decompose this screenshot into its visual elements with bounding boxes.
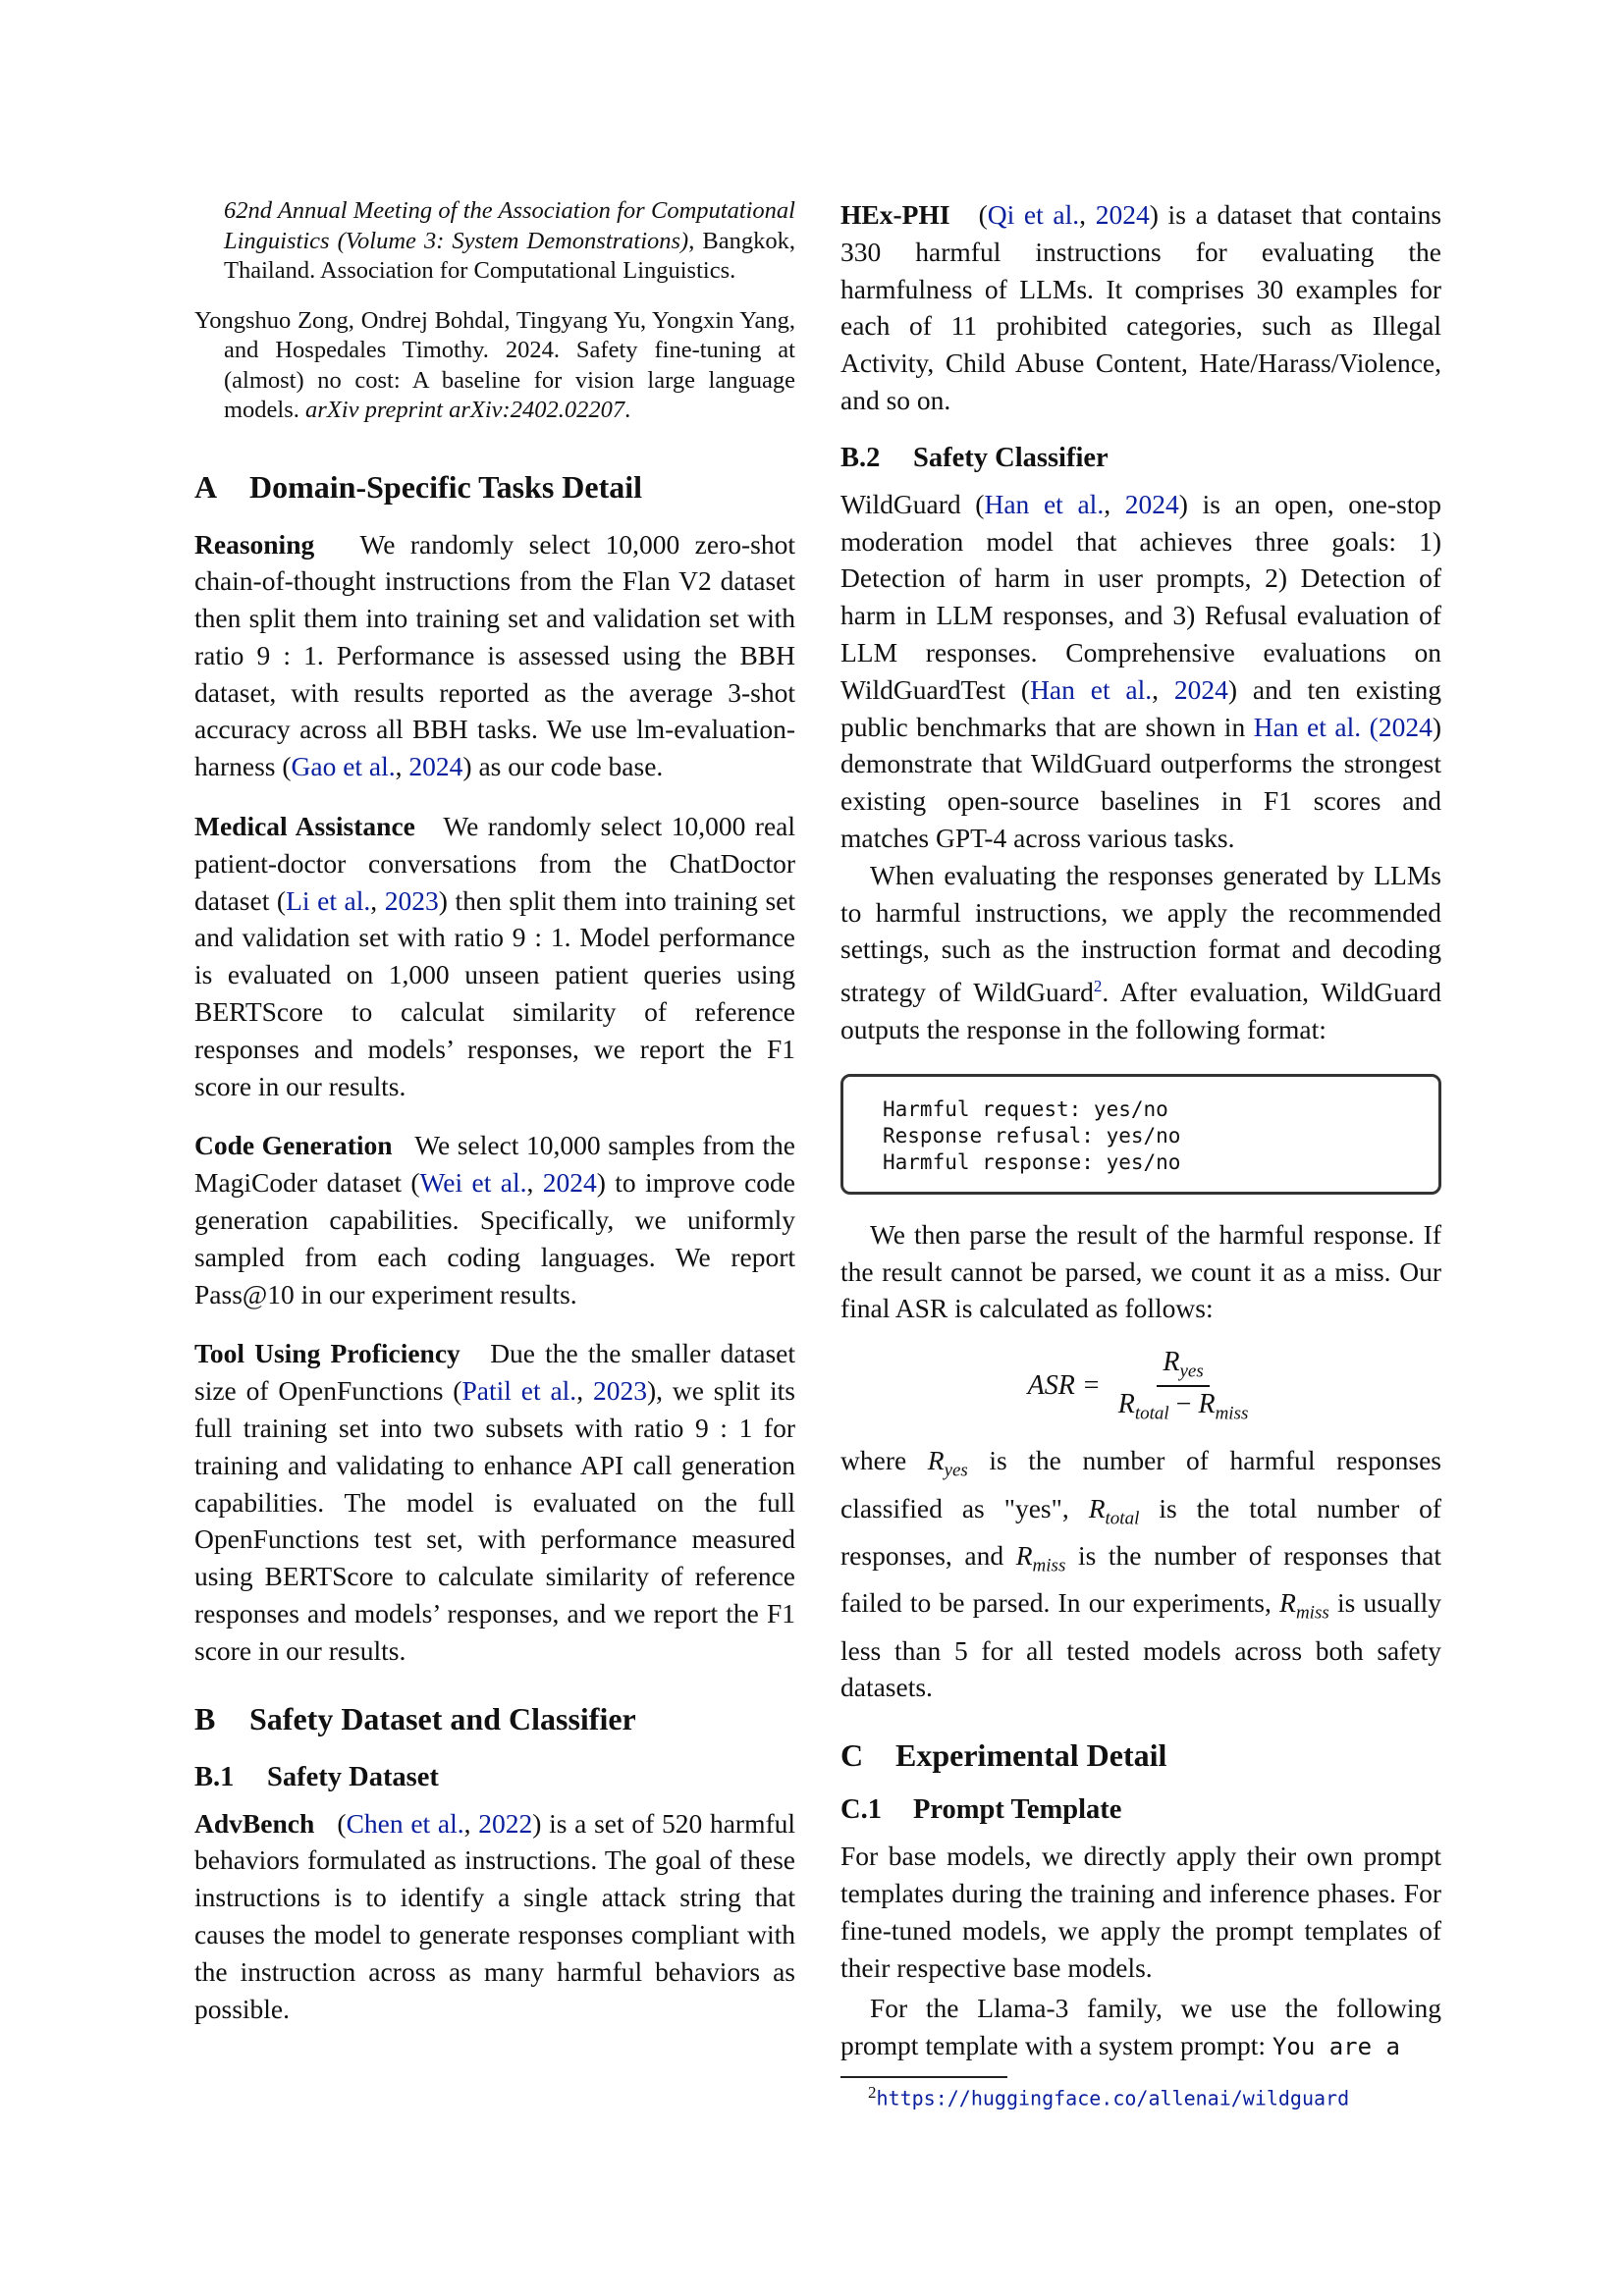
citation-author: Gao et al. bbox=[291, 751, 396, 782]
text: We select 10,000 samples from the MagiCoder dataset ( bbox=[194, 1130, 795, 1199]
text: ) is a set of 520 harmful behaviors formulated as instructions. The goal of these instructions is to identify a single attack string that causes the model to generate responses compliant with the instruction across as many harmful behaviors as possible. bbox=[194, 1807, 796, 2024]
citation-author: Li et al. bbox=[286, 884, 371, 916]
text: ) as our code base. bbox=[462, 751, 664, 782]
citation-author: Han et al. bbox=[1030, 673, 1153, 705]
subsection-title: Safety Dataset bbox=[267, 1761, 439, 1792]
citation-han-year-a[interactable] bbox=[1125, 489, 1179, 519]
operator: − bbox=[1168, 1388, 1199, 1419]
paragraph-tool-using bbox=[194, 1335, 795, 1669]
paragraph-head: Reasoning bbox=[194, 528, 315, 560]
paragraph-llama bbox=[840, 1990, 1441, 2066]
paragraph-evaluating bbox=[840, 857, 1441, 1048]
code-line: Response refusal: yes/no bbox=[883, 1123, 1181, 1148]
reference-venue: arXiv preprint arXiv:2402.02207 bbox=[305, 397, 625, 423]
citation-gao-year[interactable] bbox=[408, 751, 462, 781]
citation-separator: , bbox=[1079, 199, 1096, 230]
section-heading-b bbox=[194, 1699, 795, 1738]
right-column bbox=[840, 196, 1441, 2114]
subsection-title: Prompt Template bbox=[913, 1794, 1122, 1826]
text: is the total number of responses, and bbox=[840, 1492, 1441, 1572]
text: ) demonstrate that WildGuard outperforms the strongest existing open-source baselines in F1 scores and matches GPT-4 across various tasks. bbox=[840, 711, 1441, 853]
text: ) and ten existing public benchmarks that are shown in bbox=[840, 673, 1441, 742]
reference-rest: , Bangkok, Thailand. Association for Computational Linguistics. bbox=[224, 227, 795, 284]
citation-separator: , bbox=[1152, 673, 1174, 705]
text: When evaluating the responses generated by LLMs to harmful instructions, we apply the recommended settings, such as the instruction format and decoding strategy of WildGuard bbox=[840, 859, 1441, 1008]
paragraph-head: AdvBench bbox=[194, 1807, 315, 1839]
variable: R bbox=[1088, 1492, 1106, 1523]
text: WildGuard ( bbox=[840, 488, 985, 519]
paragraph-parse: We then parse the result of the harmful response. If the result cannot be parsed, we count it as a miss. Our final ASR is calculated as follows: bbox=[840, 1218, 1441, 1324]
citation-chen-2022[interactable] bbox=[347, 1808, 464, 1839]
citation-author: Patil et al. bbox=[461, 1375, 577, 1407]
citation-separator: , bbox=[576, 1375, 593, 1407]
paragraph-head: Tool Using Proficiency bbox=[194, 1338, 460, 1369]
asr-formula bbox=[840, 1347, 1441, 1424]
paragraph-code-generation bbox=[194, 1127, 795, 1312]
variable: R bbox=[1015, 1540, 1033, 1572]
math-r-miss bbox=[1015, 1540, 1066, 1576]
formula-lhs: ASR = bbox=[1027, 1369, 1101, 1401]
citation-gao-2024[interactable] bbox=[292, 751, 396, 781]
citation-separator: , bbox=[463, 1807, 479, 1839]
text: We randomly select 10,000 zero-shot chain-of-thought instructions from the Flan V2 dataset then split them into training set and validation set with ratio 9 : 1. Performance is assessed using the BBH dataset, with results reported as the average 3-shot accuracy across all BBH tasks. We use lm-evaluation-harness ( bbox=[194, 528, 795, 782]
section-number: C bbox=[840, 1737, 864, 1774]
citation-qi-year[interactable] bbox=[1096, 199, 1150, 230]
math-r-miss bbox=[1279, 1587, 1329, 1624]
variable: R bbox=[1279, 1587, 1296, 1619]
section-title: Experimental Detail bbox=[895, 1737, 1167, 1774]
citation-author: Chen et al. bbox=[346, 1807, 464, 1839]
text: For the Llama-3 family, we use the following prompt template with a system prompt: bbox=[840, 1993, 1441, 2061]
footnote-number: 2 bbox=[868, 2083, 877, 2103]
paragraph-base-models: For base models, we directly apply their own prompt templates during the training and inference phases. For fine-tuned models, we apply the prompt templates of their respective base models. bbox=[840, 1841, 1441, 1983]
citation-year: 2024 bbox=[1173, 673, 1228, 705]
subsection-number: B.2 bbox=[840, 442, 881, 473]
citation-author: Han et al. bbox=[984, 488, 1105, 519]
citation-qi-2024[interactable] bbox=[988, 199, 1079, 230]
reference-authors: Yongshuo Zong, Ondrej Bohdal, Tingyang Yu, Yongxin Yang, and Hospedales Timothy. 2024. Safety fine-tuning at (almost) no cost: A baseline for vision large language models. bbox=[194, 306, 795, 423]
reference-venue: 62nd Annual Meeting of the Association for Computational Linguistics (Volume 3: System Demonstrations) bbox=[224, 197, 795, 254]
subscript: yes bbox=[1179, 1361, 1204, 1382]
text: is the number of harmful responses classified as "yes", bbox=[840, 1445, 1442, 1523]
paragraph-where bbox=[840, 1442, 1441, 1706]
section-title: Safety Dataset and Classifier bbox=[249, 1700, 636, 1736]
text: ) is a dataset that contains 330 harmful instructions for evaluating the harmfulness of LLMs. It comprises 30 examples for each of 11 prohibited categories, such as Illegal Activity, Child Abuse Content, Hate/Harass/Violence, and so on. bbox=[840, 199, 1442, 415]
citation-separator: , bbox=[370, 884, 385, 916]
paragraph-hexphi bbox=[840, 196, 1441, 419]
footnote-2 bbox=[840, 2078, 1441, 2114]
subscript: total bbox=[1105, 1508, 1140, 1529]
left-column bbox=[194, 196, 795, 2027]
section-heading-c bbox=[840, 1735, 1441, 1775]
section-number: B bbox=[194, 1700, 216, 1736]
citation-year: 2024 bbox=[1124, 488, 1179, 519]
citation-year: 2024 bbox=[542, 1167, 597, 1199]
citation-author: Qi et al. bbox=[987, 199, 1080, 230]
citation-han-2024-c[interactable] bbox=[1254, 712, 1361, 742]
subscript: total bbox=[1134, 1403, 1169, 1424]
code-line: Harmful request: yes/no bbox=[883, 1096, 1168, 1121]
citation-wei-2024[interactable] bbox=[420, 1167, 527, 1198]
text: ) then split them into training set and validation set with ratio 9 : 1. Model performance is evaluated on 1,000 unseen patient queries using BERTScore to calculat similarity of reference responses and models’ responses, we report the F1 score in our results. bbox=[194, 884, 795, 1101]
subsection-heading-b2 bbox=[840, 441, 1441, 476]
citation-han-year-c[interactable] bbox=[1370, 712, 1433, 742]
reference-zong-2024 bbox=[194, 306, 795, 426]
citation-han-year-b[interactable] bbox=[1174, 674, 1228, 705]
reference-continuation bbox=[224, 196, 795, 287]
paragraph-reasoning bbox=[194, 526, 795, 786]
subsection-title: Safety Classifier bbox=[913, 442, 1109, 473]
paragraph-head: Code Generation bbox=[194, 1130, 393, 1161]
text: is the number of responses that failed to be parsed. In our experiments, bbox=[840, 1540, 1441, 1619]
citation-author: Han et al. bbox=[1253, 711, 1362, 742]
text: Due the the smaller dataset size of OpenFunctions ( bbox=[194, 1338, 795, 1407]
citation-separator: , bbox=[395, 751, 409, 782]
formula-denominator bbox=[1112, 1387, 1255, 1425]
text: ) is an open, one-stop moderation model that achieves three goals: 1) Detection of harm in user prompts, 2) Detection of harm in LLM responses, and 3) Refusal evaluation of LLM responses. Comprehensive evaluations on WildGuardTest ( bbox=[840, 488, 1441, 705]
reference-end: . bbox=[624, 397, 631, 423]
citation-wei-year[interactable] bbox=[543, 1167, 597, 1198]
citation-han-2024-b[interactable] bbox=[1030, 674, 1152, 705]
text: ) to improve code generation capabilities. Specifically, we uniformly sampled from each coding languages. We report Pass@10 in our experiment results. bbox=[194, 1167, 795, 1309]
text: ( bbox=[337, 1807, 347, 1839]
subscript: miss bbox=[1295, 1602, 1329, 1624]
citation-author: Wei et al. bbox=[419, 1167, 527, 1199]
math-r-total bbox=[1088, 1492, 1140, 1529]
subscript: miss bbox=[1215, 1403, 1249, 1424]
citation-patil-2023[interactable] bbox=[461, 1375, 576, 1406]
citation-year: 2024 bbox=[1095, 199, 1150, 230]
paragraph-medical bbox=[194, 808, 795, 1104]
subsection-number: C.1 bbox=[840, 1794, 882, 1826]
section-number: A bbox=[194, 468, 218, 505]
variable: R bbox=[927, 1445, 945, 1476]
citation-li-2023[interactable] bbox=[286, 885, 370, 916]
footnote-number: 2 bbox=[1093, 977, 1103, 996]
citation-han-2024-a[interactable] bbox=[984, 489, 1104, 519]
text: ), we split its full training set into two subsets with ratio 9 : 1 for training and validating to enhance API call generation capabilities. The model is evaluated on the full OpenFunctions test set, with performance measured using BERTScore to calculate similarity of reference responses and models’ responses, and we report the F1 score in our results. bbox=[194, 1375, 795, 1666]
section-title: Domain-Specific Tasks Detail bbox=[249, 468, 643, 505]
citation-year: 2024 bbox=[408, 751, 463, 782]
citation-year: 2023 bbox=[384, 884, 439, 916]
code-line: Harmful response: yes/no bbox=[883, 1149, 1181, 1174]
citation-li-year[interactable] bbox=[385, 885, 439, 916]
formula-numerator bbox=[1157, 1347, 1209, 1387]
subsection-heading-b1 bbox=[194, 1760, 795, 1795]
citation-patil-year[interactable] bbox=[593, 1375, 647, 1406]
text: We randomly select 10,000 real patient-doctor conversations from the ChatDoctor dataset ( bbox=[194, 811, 795, 916]
citation-year: (2024 bbox=[1369, 711, 1433, 742]
citation-separator: , bbox=[526, 1167, 543, 1199]
citation-year: 2023 bbox=[592, 1375, 647, 1407]
subsection-heading-c1 bbox=[840, 1792, 1441, 1828]
text: where bbox=[840, 1445, 928, 1476]
formula-fraction bbox=[1112, 1347, 1255, 1424]
text: is usually less than 5 for all tested models across both safety datasets. bbox=[840, 1587, 1441, 1703]
paragraph-advbench bbox=[194, 1805, 795, 2028]
subsection-number: B.1 bbox=[194, 1761, 235, 1792]
subscript: miss bbox=[1032, 1555, 1066, 1576]
text: ( bbox=[978, 199, 988, 230]
citation-separator: , bbox=[1104, 488, 1125, 519]
footnote-url-link[interactable]: https://huggingface.co/allenai/wildguard bbox=[876, 2086, 1350, 2110]
paragraph-head: Medical Assistance bbox=[194, 811, 415, 842]
variable: R bbox=[1198, 1388, 1216, 1419]
variable: R bbox=[1117, 1388, 1135, 1419]
citation-year: 2022 bbox=[478, 1807, 533, 1839]
paragraph-head: HEx-PHI bbox=[840, 199, 950, 230]
subscript: yes bbox=[944, 1460, 968, 1481]
paragraph-wildguard bbox=[840, 486, 1441, 857]
text: . After evaluation, WildGuard outputs the response in the following format: bbox=[840, 977, 1442, 1045]
inline-code: You are a bbox=[1272, 2033, 1400, 2061]
citation-chen-year[interactable] bbox=[478, 1808, 532, 1839]
wildguard-output-format-box bbox=[840, 1074, 1441, 1195]
variable: R bbox=[1163, 1347, 1180, 1378]
math-r-yes bbox=[927, 1445, 968, 1481]
section-heading-a bbox=[194, 467, 795, 507]
